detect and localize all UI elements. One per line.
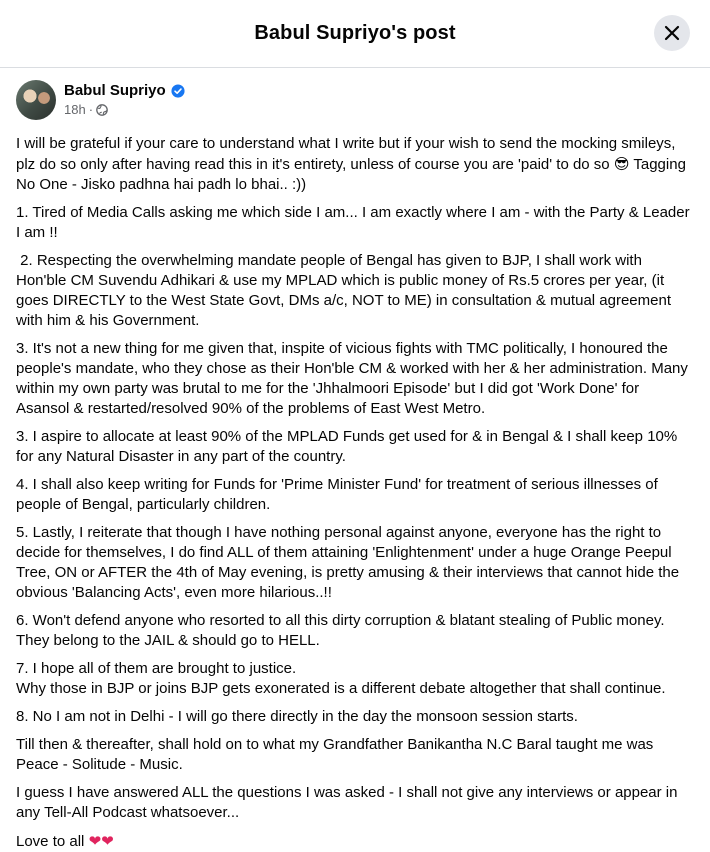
hearts-emoji: ❤❤ — [88, 832, 114, 850]
post-paragraph: 5. Lastly, I reiterate that though I have nothing personal against anyone, everyone has the right to decide for themselves, I do find ALL of them attaining 'Enlightenment' under a huge Orange Peepul Tree, ON or AFTER the 4th of May evening, is pretty amusing & their interviews that cannot hide the obvious 'Balancing Acts', even more hilarious..!! — [16, 524, 680, 601]
post-time[interactable]: 18h — [64, 102, 86, 117]
post-paragraph: 1. Tired of Media Calls asking me which side I am... I am exactly where I am - with the Party & Leader I am !! — [16, 204, 690, 241]
post-paragraph: I guess I have answered ALL the questions I was asked - I shall not give any interviews or appear in any Tell-All Podcast whatsoever... — [16, 784, 678, 821]
post-paragraph: 2. Respecting the overwhelming mandate people of Bengal has given to BJP, I shall work with Hon'ble CM Suvendu Adhikari & use my MPLAD which is public money of Rs.5 crores per year, (it goes DIRECTLY to the West State Govt, DMs a/c, NOT to ME) in consultation & mutual agreement with him & his Government. — [16, 252, 676, 329]
post-paragraph: 3. It's not a new thing for me given that, inspite of vicious fights with TMC politically, I honoured the people's mandate, who they chose as their Hon'ble CM & worked with her & her administration. Many within my own party was brutal to me for the 'Jhhalmoori Episode' but I did got 'Work Done' for Asansol & restarted/resolved 90% of the problems of East West Metro. — [16, 340, 688, 417]
post-paragraph: 3. I aspire to allocate at least 90% of the MPLAD Funds get used for & in Bengal & I shall keep 10% for any Natural Disaster in any part of the country. — [16, 428, 678, 465]
avatar[interactable] — [16, 80, 56, 120]
author-name[interactable]: Babul Supriyo — [64, 82, 166, 99]
verified-badge-icon — [171, 84, 185, 98]
dialog-header — [0, 0, 710, 68]
dialog-title: Babul Supriyo's post — [254, 22, 456, 44]
close-icon — [664, 25, 680, 41]
post-body — [0, 122, 710, 852]
post-closing: Love to all ❤❤ — [16, 832, 114, 850]
author-meta — [64, 82, 185, 117]
post-paragraph: 4. I shall also keep writing for Funds for 'Prime Minister Fund' for treatment of serious illnesses of people of Bengal, particularly children. — [16, 476, 658, 513]
sunglasses-emoji: 😎 — [613, 155, 630, 173]
post-paragraph: 6. Won't defend anyone who resorted to all this dirty corruption & blatant stealing of Public money. They belong to the JAIL & should go to HELL. — [16, 612, 665, 649]
post-author — [0, 72, 710, 122]
time-separator: · — [88, 102, 94, 117]
post-paragraph: 8. No I am not in Delhi - I will go there directly in the day the monsoon session starts. — [16, 708, 578, 725]
post-paragraph: Till then & thereafter, shall hold on to what my Grandfather Banikantha N.C Baral taught me was Peace - Solitude - Music. — [16, 736, 654, 773]
post-paragraph: 7. I hope all of them are brought to justice. Why those in BJP or joins BJP gets exonerated is a different debate altogether that shall continue. — [16, 660, 666, 697]
post-paragraph: I will be grateful if your care to understand what I write but if your wish to send the mocking smileys, plz do so only after having read this in it's entirety, unless of course you are 'paid' to do so 😎 Tagging No One - Jisko padhna hai padh lo bhai.. :)) — [16, 135, 686, 193]
globe-icon[interactable] — [96, 104, 108, 116]
close-button[interactable] — [654, 15, 690, 51]
